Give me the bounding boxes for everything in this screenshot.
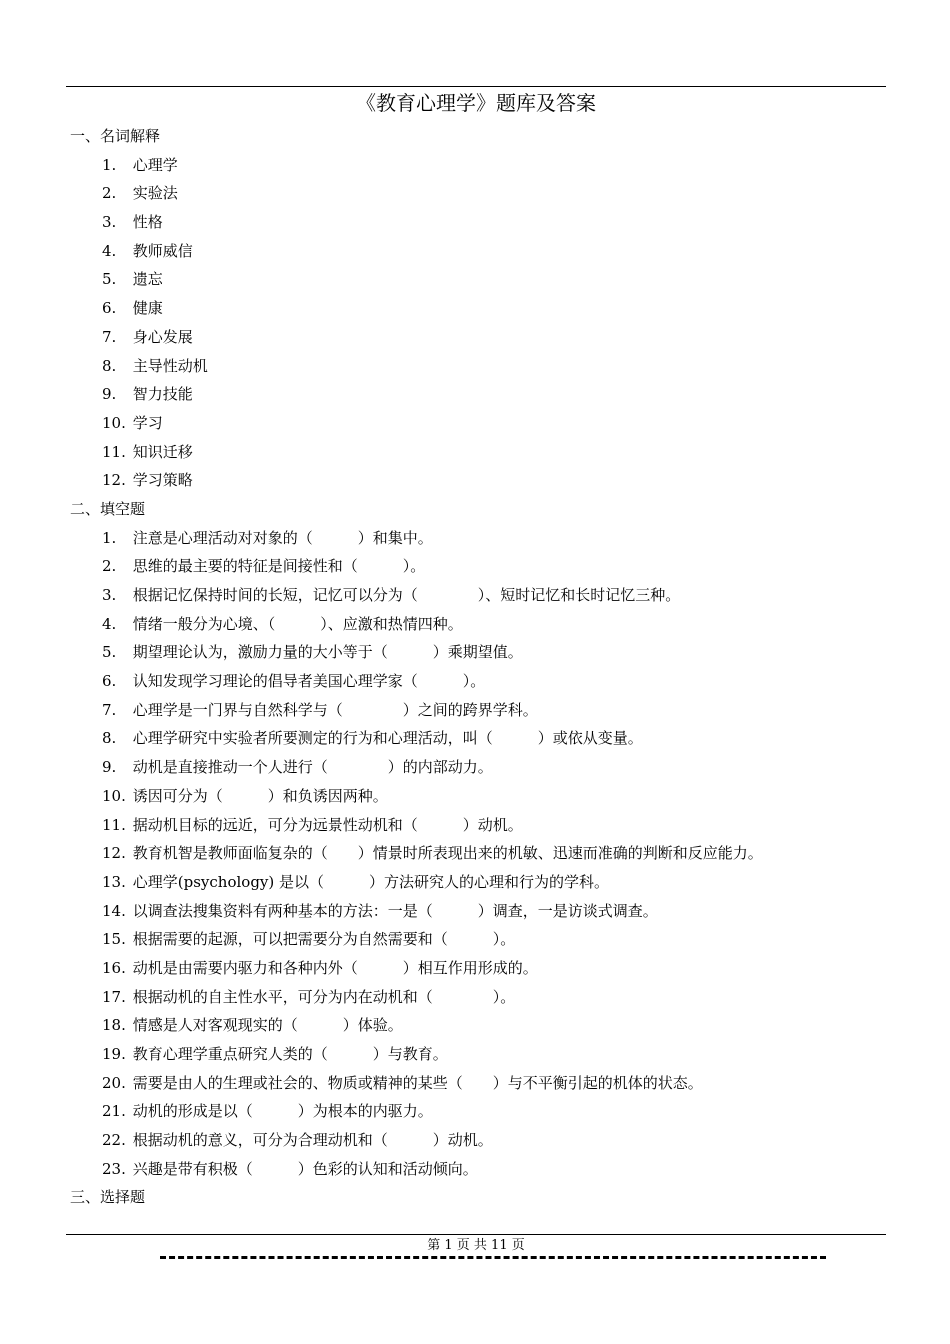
header-rule — [66, 86, 886, 87]
list-item — [70, 208, 910, 237]
list-item — [70, 753, 910, 782]
list-item — [70, 696, 910, 725]
item-text: 思维的最主要的特征是间接性和（ ）。 — [132, 557, 426, 576]
list-item — [70, 352, 910, 381]
list-item — [70, 323, 910, 352]
list-item — [70, 782, 910, 811]
item-number: 20. — [102, 1073, 126, 1092]
item-number: 23. — [102, 1159, 126, 1178]
item-text: 心理学(psychology) 是以（ ）方法研究人的心理和行为的学科。 — [132, 872, 610, 891]
item-text: 注意是心理活动对对象的（ ）和集中。 — [132, 528, 433, 547]
list-item — [70, 1011, 910, 1040]
item-text: 根据记忆保持时间的长短，记忆可以分为（ ）、短时记忆和长时记忆三种。 — [132, 586, 681, 604]
item-number: 7. — [102, 327, 117, 346]
item-number: 18. — [102, 1016, 126, 1035]
list-item — [70, 983, 910, 1012]
section-heading: 三、选择题 — [70, 1188, 146, 1207]
item-number: 5. — [102, 643, 117, 662]
list-item — [70, 409, 910, 438]
item-text: 教师威信 — [132, 241, 193, 260]
item-text: 兴趣是带有积极（ ）色彩的认知和活动倾向。 — [132, 1159, 478, 1178]
item-number: 8. — [102, 356, 117, 375]
item-text: 动机的形成是以（ ）为根本的内驱力。 — [132, 1102, 433, 1121]
page-footer: 第 1 页 共 11 页 — [427, 1238, 525, 1253]
list-item — [70, 925, 910, 954]
item-text: 遗忘 — [132, 270, 163, 289]
item-number: 12. — [102, 471, 126, 490]
section-heading: 二、填空题 — [70, 499, 146, 518]
item-number: 19. — [102, 1045, 126, 1063]
item-text: 需要是由人的生理或社会的、物质或精神的某些（ ）与不平衡引起的机体的状态。 — [132, 1073, 703, 1092]
item-number: 14. — [102, 901, 126, 920]
item-number: 1. — [102, 155, 117, 174]
item-number: 21. — [102, 1102, 126, 1121]
item-number: 6. — [102, 672, 117, 691]
item-number: 13. — [102, 872, 126, 891]
item-text: 以调查法搜集资料有两种基本的方法：一是（ ）调查，一是访谈式调查。 — [132, 901, 658, 920]
item-text: 据动机目标的远近，可分为远景性动机和（ ）动机。 — [132, 815, 523, 834]
list-item — [70, 610, 910, 639]
item-number: 17. — [102, 987, 126, 1006]
item-text: 心理学是一门界与自然科学与（ ）之间的跨界学科。 — [132, 700, 538, 719]
item-text: 健康 — [132, 299, 163, 318]
item-text: 情感是人对客观现实的（ ）体验。 — [132, 1016, 403, 1035]
list-item — [70, 1155, 910, 1184]
section-heading: 一、名词解释 — [70, 127, 161, 145]
list-item — [70, 724, 910, 753]
document-body — [70, 122, 910, 1212]
item-number: 11. — [102, 442, 126, 461]
item-number: 2. — [102, 184, 117, 203]
list-item — [70, 294, 910, 323]
item-number: 10. — [102, 413, 126, 432]
item-number: 22. — [102, 1131, 126, 1150]
item-number: 9. — [102, 758, 117, 777]
item-text: 主导性动机 — [132, 356, 208, 375]
list-item — [70, 466, 910, 495]
item-number: 10. — [102, 786, 126, 805]
list-item — [70, 897, 910, 926]
list-item — [70, 237, 910, 266]
item-text: 教育机智是教师面临复杂的（ ）情景时所表现出来的机敏、迅速而准确的判断和反应能力。 — [132, 844, 763, 863]
dashed-separator — [160, 1256, 826, 1259]
list-item — [70, 581, 910, 610]
item-text: 根据动机的自主性水平，可分为内在动机和（ ）。 — [132, 987, 516, 1006]
item-number: 4. — [102, 614, 117, 633]
item-number: 11. — [102, 815, 126, 834]
item-number: 5. — [102, 270, 117, 289]
item-number: 1. — [102, 528, 117, 547]
item-text: 动机是直接推动一个人进行（ ）的内部动力。 — [132, 758, 493, 777]
item-number: 15. — [102, 930, 126, 949]
item-text: 身心发展 — [132, 327, 193, 346]
item-text: 实验法 — [132, 184, 178, 203]
item-text: 心理学 — [132, 155, 178, 174]
item-text: 学习策略 — [132, 471, 193, 490]
item-number: 8. — [102, 729, 117, 748]
item-number: 9. — [102, 385, 117, 404]
item-text: 性格 — [132, 213, 163, 232]
item-number: 3. — [102, 586, 117, 604]
item-number: 3. — [102, 213, 117, 232]
list-item — [70, 811, 910, 840]
list-item — [70, 438, 910, 467]
list-item — [70, 380, 910, 409]
item-text: 期望理论认为，激励力量的大小等于（ ）乘期望值。 — [132, 643, 523, 662]
item-text: 根据需要的起源，可以把需要分为自然需要和（ ）。 — [132, 930, 516, 949]
list-item — [70, 638, 910, 667]
list-item — [70, 954, 910, 983]
list-item — [70, 1040, 910, 1069]
footer-rule — [66, 1234, 886, 1235]
item-text: 教育心理学重点研究人类的（ ）与教育。 — [132, 1045, 448, 1063]
list-item — [70, 265, 910, 294]
item-text: 智力技能 — [132, 385, 193, 404]
list-item — [70, 868, 910, 897]
item-number: 2. — [102, 557, 117, 576]
item-number: 16. — [102, 958, 126, 977]
item-text: 动机是由需要内驱力和各种内外（ ）相互作用形成的。 — [132, 958, 538, 977]
list-item — [70, 151, 910, 180]
item-text: 情绪一般分为心境、（ ）、应激和热情四种。 — [132, 614, 463, 633]
item-number: 6. — [102, 299, 117, 318]
list-item — [70, 1069, 910, 1098]
item-text: 诱因可分为（ ）和负诱因两种。 — [132, 786, 388, 805]
document-title: 《教育心理学》题库及答案 — [356, 91, 596, 115]
list-item — [70, 1097, 910, 1126]
list-item — [70, 524, 910, 553]
list-item — [70, 552, 910, 581]
list-item — [70, 839, 910, 868]
item-number: 12. — [102, 844, 126, 863]
item-text: 知识迁移 — [132, 442, 193, 461]
list-item — [70, 667, 910, 696]
item-text: 心理学研究中实验者所要测定的行为和心理活动，叫（ ）或依从变量。 — [132, 729, 643, 748]
item-number: 4. — [102, 241, 117, 260]
item-number: 7. — [102, 700, 117, 719]
item-text: 认知发现学习理论的倡导者美国心理学家（ ）。 — [132, 672, 486, 691]
item-text: 学习 — [132, 413, 163, 432]
item-text: 根据动机的意义，可分为合理动机和（ ）动机。 — [132, 1131, 493, 1150]
list-item — [70, 1126, 910, 1155]
list-item — [70, 179, 910, 208]
